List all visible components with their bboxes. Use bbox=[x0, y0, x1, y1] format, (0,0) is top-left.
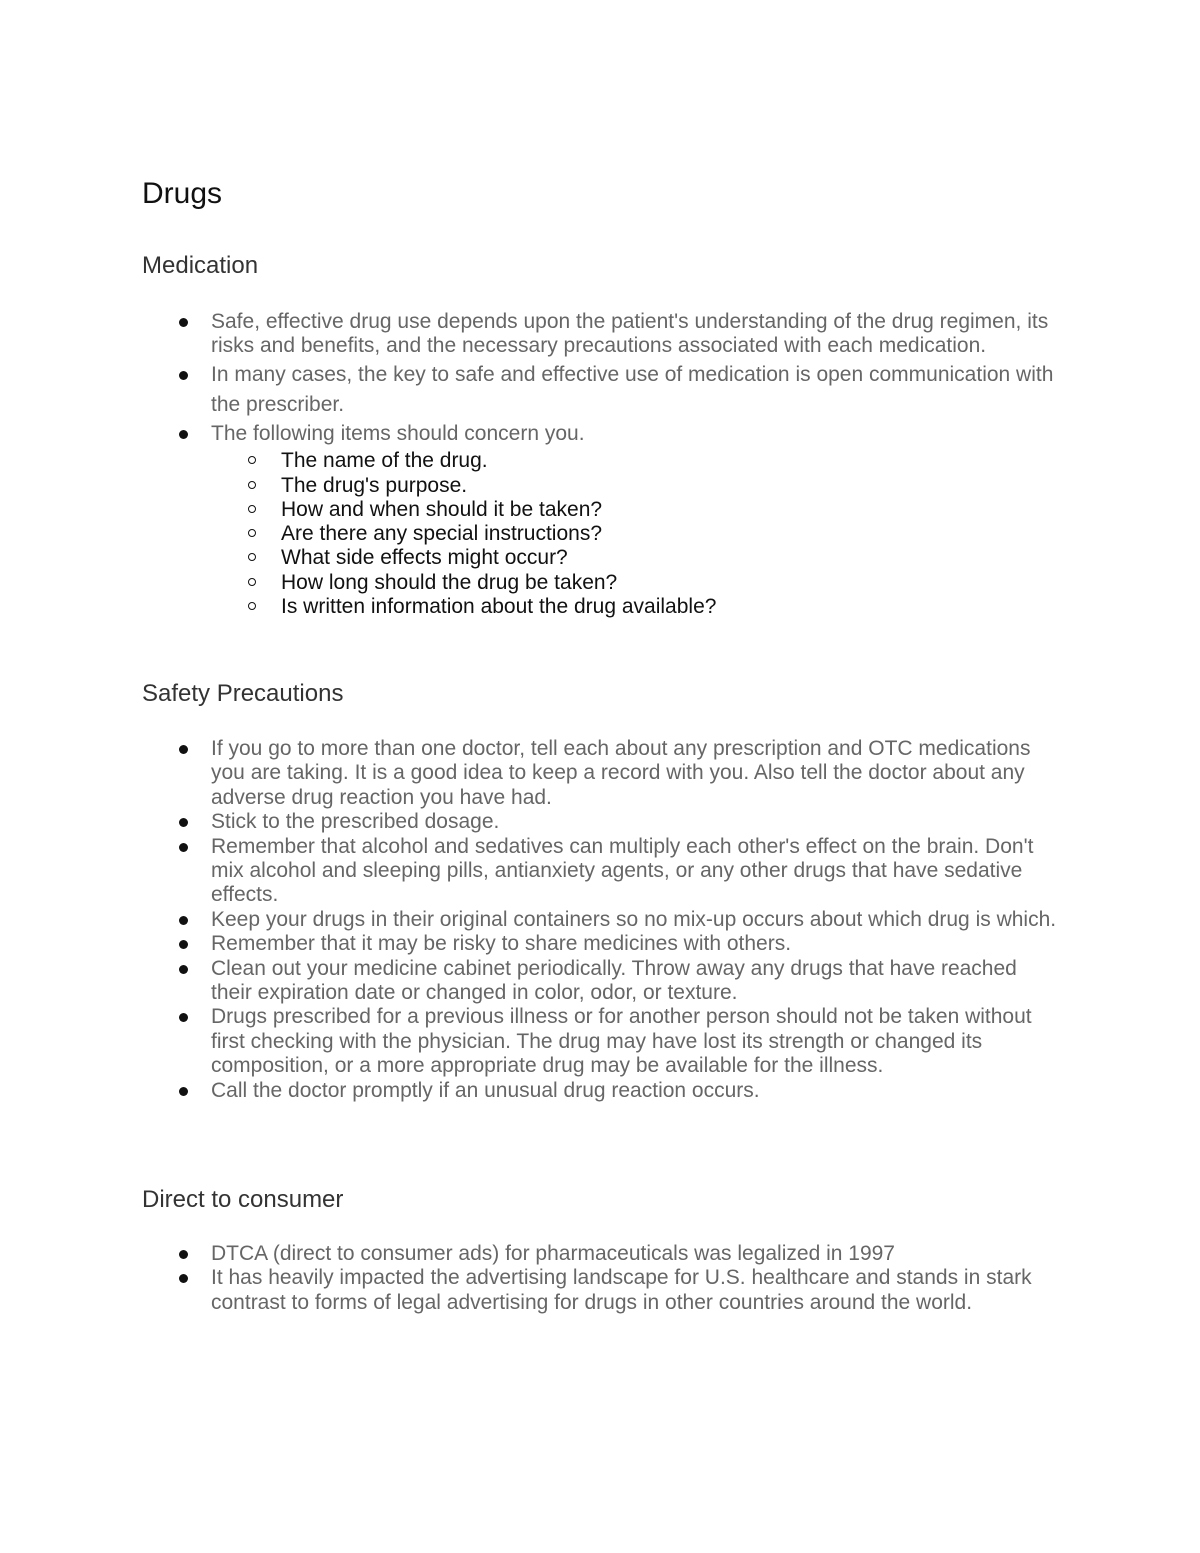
bullet-icon bbox=[179, 1013, 188, 1022]
concern-sublist bbox=[211, 449, 1062, 619]
bullet-icon bbox=[179, 1250, 188, 1259]
list-item-text: Safe, effective drug use depends upon the patient's understanding of the drug regimen, its risks and benefits, and the necessary precautions associated with each medication. bbox=[211, 310, 1049, 358]
sublist-item-text: Are there any special instructions? bbox=[281, 522, 602, 546]
bullet-icon bbox=[179, 1274, 188, 1283]
direct-to-consumer-list bbox=[142, 1242, 1062, 1315]
list-item bbox=[142, 1242, 1062, 1266]
list-item bbox=[142, 1266, 1062, 1315]
list-item-text: Call the doctor promptly if an unusual drug reaction occurs. bbox=[211, 1078, 760, 1102]
list-item-text: Remember that it may be risky to share medicines with others. bbox=[211, 932, 792, 956]
list-item-text: DTCA (direct to consumer ads) for pharmaceuticals was legalized in 1997 bbox=[211, 1242, 895, 1265]
sublist-item bbox=[210, 522, 1062, 546]
bullet-icon bbox=[179, 430, 188, 439]
bullet-icon bbox=[179, 371, 188, 380]
bullet-icon bbox=[179, 843, 188, 852]
sublist-item-text: The drug's purpose. bbox=[281, 473, 468, 497]
section-heading-direct-to-consumer: Direct to consumer bbox=[142, 1186, 344, 1213]
sublist-item bbox=[210, 474, 1062, 498]
list-item bbox=[142, 422, 1062, 619]
bullet-icon bbox=[179, 818, 188, 827]
sublist-item bbox=[210, 571, 1062, 595]
sublist-item bbox=[210, 546, 1062, 570]
sublist-item-text: How and when should it be taken? bbox=[281, 497, 603, 521]
list-item bbox=[142, 737, 1062, 810]
list-item-text: The following items should concern you. bbox=[211, 421, 585, 445]
list-item-text: If you go to more than one doctor, tell each about any prescription and OTC medications you are taking. It is a good idea to keep a record with you. Also tell the doctor about any adverse drug reaction you have had. bbox=[211, 737, 1031, 809]
section-heading-medication: Medication bbox=[142, 252, 259, 279]
safety-precautions-list bbox=[142, 737, 1062, 1103]
sublist-item-text: Is written information about the drug available? bbox=[281, 595, 717, 618]
bullet-icon bbox=[179, 1087, 188, 1096]
bullet-icon bbox=[179, 940, 188, 949]
section-heading-safety-precautions: Safety Precautions bbox=[142, 680, 344, 707]
list-item bbox=[142, 835, 1062, 908]
list-item bbox=[142, 1079, 1062, 1103]
bullet-icon bbox=[179, 745, 188, 754]
bullet-icon bbox=[179, 318, 188, 327]
sublist-item-text: What side effects might occur? bbox=[281, 546, 568, 570]
hollow-bullet-icon bbox=[248, 553, 256, 561]
list-item bbox=[142, 310, 1062, 359]
list-item-text: Drugs prescribed for a previous illness or for another person should not be taken without first checking with the physician. The drug may have lost its strength or changed its composition, or a more appropriate drug may be available for the illness. bbox=[211, 1005, 1032, 1078]
hollow-bullet-icon bbox=[248, 456, 256, 464]
hollow-bullet-icon bbox=[248, 505, 256, 513]
document-title: Drugs bbox=[142, 177, 223, 210]
bullet-icon bbox=[179, 916, 188, 925]
list-item-text: Remember that alcohol and sedatives can multiply each other's effect on the brain. Don't mix alcohol and sleeping pills, antianxiety agents, or any other drugs that have sedative effects. bbox=[211, 834, 1034, 907]
sublist-item-text: The name of the drug. bbox=[281, 449, 488, 473]
list-item-text: Keep your drugs in their original containers so no mix-up occurs about which drug is which. bbox=[211, 907, 1057, 931]
sublist-item-text: How long should the drug be taken? bbox=[281, 570, 618, 594]
hollow-bullet-icon bbox=[248, 529, 256, 537]
list-item bbox=[142, 810, 1062, 834]
list-item bbox=[142, 932, 1062, 956]
list-item bbox=[142, 957, 1062, 1006]
bullet-icon bbox=[179, 965, 188, 974]
list-item bbox=[142, 1005, 1062, 1078]
list-item-text: It has heavily impacted the advertising landscape for U.S. healthcare and stands in stark contrast to forms of legal advertising for drugs in other countries around the world. bbox=[211, 1266, 1032, 1314]
medication-list bbox=[142, 310, 1062, 619]
list-item bbox=[142, 360, 1062, 421]
list-item bbox=[142, 908, 1062, 932]
hollow-bullet-icon bbox=[248, 481, 256, 489]
sublist-item bbox=[210, 449, 1062, 473]
hollow-bullet-icon bbox=[248, 578, 256, 586]
list-item-text: Stick to the prescribed dosage. bbox=[211, 810, 500, 834]
hollow-bullet-icon bbox=[248, 602, 256, 610]
sublist-item bbox=[210, 595, 1062, 619]
sublist-item bbox=[210, 498, 1062, 522]
list-item-text: In many cases, the key to safe and effective use of medication is open communication with the prescriber. bbox=[211, 362, 1054, 417]
list-item-text: Clean out your medicine cabinet periodically. Throw away any drugs that have reached their expiration date or changed in color, odor, or texture. bbox=[211, 956, 1017, 1005]
